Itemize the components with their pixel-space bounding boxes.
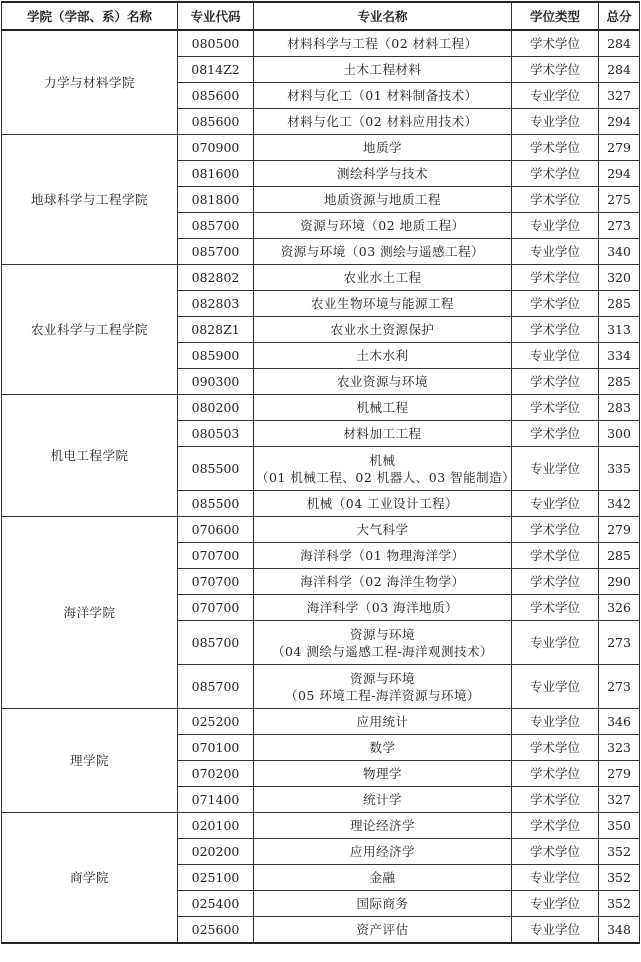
degree-type: 学术学位 (512, 161, 599, 187)
total-score: 352 (599, 891, 640, 917)
major-code: 025200 (178, 709, 254, 735)
major-code: 071400 (178, 787, 254, 813)
total-score: 352 (599, 839, 640, 865)
major-name-line: 理论经济学 (349, 818, 415, 833)
major-code: 085500 (178, 491, 254, 517)
major-code: 081800 (178, 187, 254, 213)
total-score: 273 (599, 621, 640, 665)
major-name (254, 30, 512, 57)
degree-type: 学术学位 (512, 135, 599, 161)
major-name (254, 369, 512, 395)
major-name (254, 395, 512, 421)
major-code: 085500 (178, 447, 254, 491)
major-name (254, 917, 512, 944)
major-name (254, 109, 512, 135)
major-code: 070100 (178, 735, 254, 761)
degree-type: 学术学位 (512, 543, 599, 569)
major-name-line: 农业生物环境与能源工程 (310, 296, 454, 311)
total-score: 350 (599, 813, 640, 839)
major-name (254, 317, 512, 343)
table-row (2, 813, 640, 839)
total-score: 346 (599, 709, 640, 735)
total-score: 294 (599, 109, 640, 135)
major-name-line: 地质学 (362, 140, 402, 155)
total-score: 285 (599, 291, 640, 317)
major-name-line: 材料与化工（02 材料应用技术） (287, 114, 478, 129)
degree-type: 学术学位 (512, 735, 599, 761)
college-name: 机电工程学院 (2, 395, 178, 517)
major-code: 0814Z2 (178, 57, 254, 83)
table-row (2, 395, 640, 421)
major-code: 085700 (178, 213, 254, 239)
total-score: 327 (599, 787, 640, 813)
degree-type: 学术学位 (512, 813, 599, 839)
major-name (254, 543, 512, 569)
major-name-line: 农业水土工程 (343, 270, 422, 285)
degree-type: 学术学位 (512, 317, 599, 343)
major-name-line: 农业水土资源保护 (330, 322, 435, 337)
total-score: 279 (599, 135, 640, 161)
degree-type: 学术学位 (512, 30, 599, 57)
total-score: 285 (599, 543, 640, 569)
major-name-line: 材料科学与工程（02 材料工程） (287, 36, 478, 51)
major-name (254, 291, 512, 317)
total-score: 335 (599, 447, 640, 491)
major-name-line: 资源与环境（03 测绘与遥感工程） (280, 244, 485, 259)
major-code: 0828Z1 (178, 317, 254, 343)
major-code: 070600 (178, 517, 254, 543)
total-score: 294 (599, 161, 640, 187)
degree-type: 学术学位 (512, 395, 599, 421)
table-row (2, 135, 640, 161)
degree-type: 学术学位 (512, 369, 599, 395)
major-name-line: 海洋科学（01 物理海洋学） (300, 548, 465, 563)
major-name-line: 资源与环境 (349, 626, 415, 642)
major-name-line: 农业资源与环境 (336, 374, 428, 389)
degree-type: 专业学位 (512, 83, 599, 109)
major-name (254, 517, 512, 543)
major-name (254, 569, 512, 595)
header-total-score: 总分 (599, 2, 640, 30)
total-score: 320 (599, 265, 640, 291)
major-name-line: 资产评估 (356, 922, 409, 937)
score-table (1, 1, 640, 944)
degree-type: 学术学位 (512, 517, 599, 543)
major-code: 070700 (178, 543, 254, 569)
total-score: 285 (599, 369, 640, 395)
major-name-line: 海洋科学（03 海洋地质） (306, 600, 459, 615)
header-major: 专业名称 (254, 2, 512, 30)
total-score: 273 (599, 665, 640, 709)
degree-type: 专业学位 (512, 665, 599, 709)
major-name-line: 国际商务 (356, 896, 409, 911)
table-body (2, 30, 640, 943)
major-direction-line: （01 机械工程、02 机器人、03 智能制造） (256, 469, 516, 485)
total-score: 283 (599, 395, 640, 421)
major-name (254, 57, 512, 83)
college-name: 理学院 (2, 709, 178, 813)
total-score: 273 (599, 213, 640, 239)
major-code: 080200 (178, 395, 254, 421)
major-name-line: 物理学 (362, 766, 402, 781)
major-code: 070700 (178, 595, 254, 621)
major-name (254, 787, 512, 813)
degree-type: 学术学位 (512, 187, 599, 213)
major-name (254, 83, 512, 109)
degree-type: 专业学位 (512, 709, 599, 735)
major-name-line: 数学 (369, 740, 396, 755)
major-name-line: 金融 (369, 870, 396, 885)
college-name: 海洋学院 (2, 517, 178, 709)
major-code: 085900 (178, 343, 254, 369)
major-name (254, 187, 512, 213)
major-name (254, 621, 512, 665)
major-direction-line: （04 测绘与遥感工程-海洋观测技术） (271, 643, 494, 659)
degree-type: 学术学位 (512, 787, 599, 813)
major-code: 085600 (178, 109, 254, 135)
degree-type: 学术学位 (512, 761, 599, 787)
major-name-line: 统计学 (362, 792, 402, 807)
major-name-line: 机械 (369, 452, 396, 468)
total-score: 275 (599, 187, 640, 213)
major-name (254, 665, 512, 709)
degree-type: 专业学位 (512, 213, 599, 239)
major-name (254, 265, 512, 291)
major-code: 025400 (178, 891, 254, 917)
major-name-line: 资源与环境（02 地质工程） (300, 218, 465, 233)
total-score: 279 (599, 517, 640, 543)
degree-type: 专业学位 (512, 891, 599, 917)
total-score: 323 (599, 735, 640, 761)
college-name: 商学院 (2, 813, 178, 944)
major-name (254, 491, 512, 517)
total-score: 313 (599, 317, 640, 343)
degree-type: 学术学位 (512, 265, 599, 291)
major-name-line: 机械工程 (356, 400, 409, 415)
header-code: 专业代码 (178, 2, 254, 30)
major-name (254, 447, 516, 491)
major-name (254, 761, 512, 787)
major-name-line: 应用经济学 (349, 844, 415, 859)
major-name-line: 机械（04 工业设计工程） (306, 496, 459, 511)
header-college: 学院（学部、系）名称 (2, 2, 178, 30)
major-name (254, 813, 512, 839)
degree-type: 专业学位 (512, 917, 599, 944)
major-code: 020100 (178, 813, 254, 839)
major-name-line: 海洋科学（02 海洋生物学） (300, 574, 465, 589)
total-score: 290 (599, 569, 640, 595)
degree-type: 学术学位 (512, 291, 599, 317)
degree-type: 专业学位 (512, 621, 599, 665)
major-name (254, 161, 512, 187)
degree-type: 学术学位 (512, 595, 599, 621)
major-direction-line: （05 环境工程-海洋资源与环境） (284, 687, 481, 703)
degree-type: 专业学位 (512, 109, 599, 135)
major-code: 070200 (178, 761, 254, 787)
major-name (254, 595, 512, 621)
major-code: 082802 (178, 265, 254, 291)
degree-type: 学术学位 (512, 569, 599, 595)
major-name (254, 239, 512, 265)
major-name (254, 709, 512, 735)
header-row (2, 2, 640, 30)
major-name (254, 891, 512, 917)
major-code: 081600 (178, 161, 254, 187)
major-name-line: 测绘科学与技术 (336, 166, 428, 181)
degree-type: 专业学位 (512, 491, 599, 517)
header-degree-type: 学位类型 (512, 2, 599, 30)
major-name-line: 资源与环境 (349, 670, 415, 686)
total-score: 348 (599, 917, 640, 944)
major-name (254, 343, 512, 369)
table-row (2, 265, 640, 291)
major-code: 090300 (178, 369, 254, 395)
major-name-line: 土木水利 (356, 348, 409, 363)
degree-type: 学术学位 (512, 839, 599, 865)
degree-type: 学术学位 (512, 57, 599, 83)
total-score: 284 (599, 30, 640, 57)
total-score: 326 (599, 595, 640, 621)
total-score: 327 (599, 83, 640, 109)
major-name (254, 865, 512, 891)
major-code: 025100 (178, 865, 254, 891)
major-code: 085700 (178, 621, 254, 665)
total-score: 340 (599, 239, 640, 265)
major-code: 085700 (178, 239, 254, 265)
degree-type: 专业学位 (512, 447, 599, 491)
total-score: 352 (599, 865, 640, 891)
major-name (254, 135, 512, 161)
major-name-line: 大气科学 (356, 522, 409, 537)
major-code: 070700 (178, 569, 254, 595)
major-name-line: 应用统计 (356, 714, 409, 729)
major-name (254, 839, 512, 865)
major-name-line: 材料加工工程 (343, 426, 422, 441)
degree-type: 专业学位 (512, 865, 599, 891)
college-name: 力学与材料学院 (2, 30, 178, 135)
major-code: 025600 (178, 917, 254, 944)
major-name (254, 735, 512, 761)
total-score: 342 (599, 491, 640, 517)
total-score: 300 (599, 421, 640, 447)
degree-type: 专业学位 (512, 343, 599, 369)
major-name-line: 地质资源与地质工程 (323, 192, 441, 207)
major-code: 070900 (178, 135, 254, 161)
college-name: 农业科学与工程学院 (2, 265, 178, 395)
total-score: 284 (599, 57, 640, 83)
total-score: 334 (599, 343, 640, 369)
major-code: 085700 (178, 665, 254, 709)
major-code: 085600 (178, 83, 254, 109)
total-score: 279 (599, 761, 640, 787)
major-name-line: 材料与化工（01 材料制备技术） (287, 88, 478, 103)
major-name (254, 213, 512, 239)
degree-type: 学术学位 (512, 421, 599, 447)
table-row (2, 709, 640, 735)
major-code: 080500 (178, 30, 254, 57)
degree-type: 专业学位 (512, 239, 599, 265)
major-code: 020200 (178, 839, 254, 865)
major-code: 080503 (178, 421, 254, 447)
major-code: 082803 (178, 291, 254, 317)
table-row (2, 517, 640, 543)
major-name (254, 421, 512, 447)
major-name-line: 土木工程材料 (343, 62, 422, 77)
college-name: 地球科学与工程学院 (2, 135, 178, 265)
table-row (2, 30, 640, 57)
